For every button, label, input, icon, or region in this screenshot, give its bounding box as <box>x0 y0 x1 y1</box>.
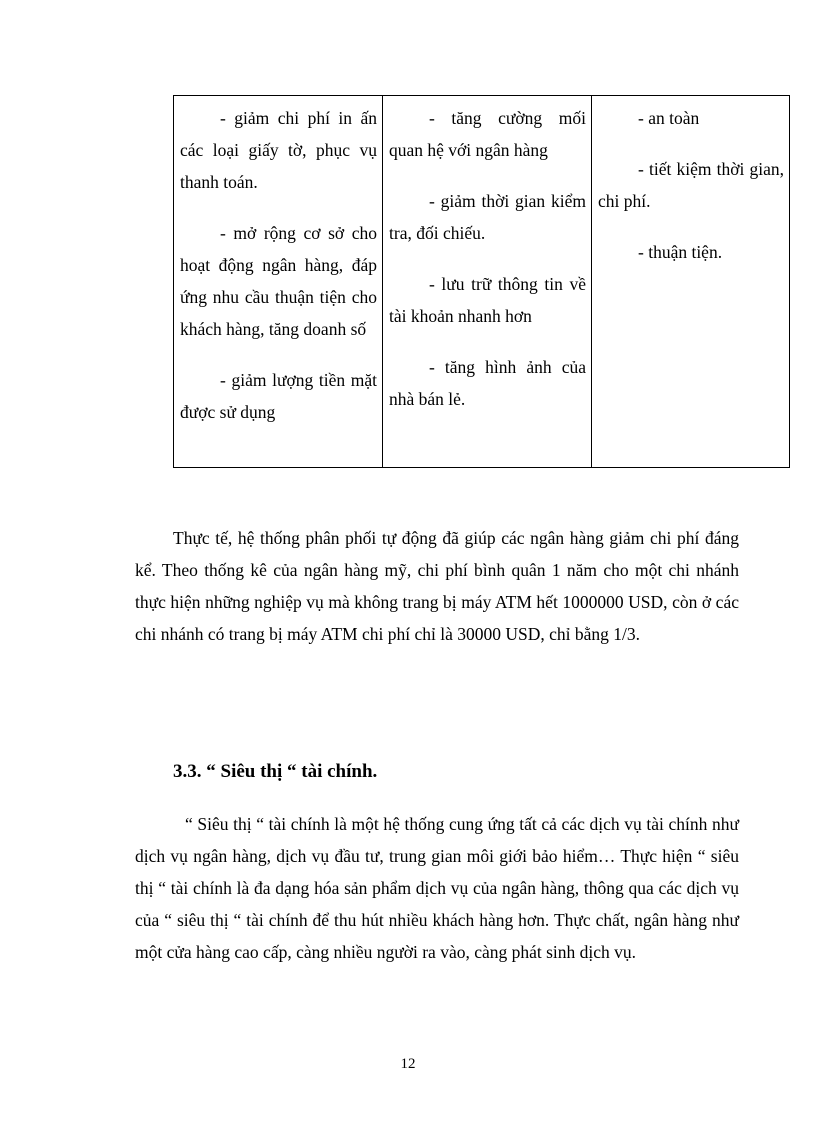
table-row <box>174 96 790 468</box>
section-heading: 3.3. “ Siêu thị “ tài chính. <box>173 761 378 782</box>
table-cell-item: - tăng hình ảnh của nhà bán lẻ. <box>389 357 586 409</box>
table-cell-item: - giảm thời gian kiểm tra, đối chiếu. <box>389 191 586 243</box>
body-paragraph-atm-costs: Thực tế, hệ thống phân phối tự động đã giúp các ngân hàng giảm chi phí đáng kể. Theo thống kê của ngân hàng mỹ, chi phí bình quân 1 năm cho một chi nhánh thực hiện những nghiệp vụ mà không trang bị máy ATM hết 1000000 USD, còn ở các chi nhánh có trang bị máy ATM chi phí chỉ là 30000 USD, chỉ bằng 1/3. <box>135 528 739 644</box>
table-cell-bank-benefits <box>174 96 383 468</box>
table-cell-customer-benefits <box>592 96 790 468</box>
page-number: 12 <box>400 1056 416 1072</box>
benefits-table <box>173 95 790 468</box>
table-cell-item: - tăng cường mối quan hệ với ngân hàng <box>389 108 586 160</box>
table-cell-item: - an toàn <box>638 108 700 128</box>
table-cell-retailer-benefits <box>383 96 592 468</box>
table-cell-item: - thuận tiện. <box>638 242 723 262</box>
table-cell-item: - giảm lượng tiền mặt được sử dụng <box>180 370 377 422</box>
table-cell-item: - tiết kiệm thời gian, chi phí. <box>598 159 784 211</box>
table-cell-item: - mở rộng cơ sở cho hoạt động ngân hàng, đáp ứng nhu cầu thuận tiện cho khách hàng, tăng doanh số <box>180 223 377 339</box>
table-cell-item: - giảm chi phí in ấn các loại giấy tờ, phục vụ thanh toán. <box>180 108 377 192</box>
body-paragraph-financial-supermarket: “ Siêu thị “ tài chính là một hệ thống cung ứng tất cả các dịch vụ tài chính như dịch vụ ngân hàng, dịch vụ đầu tư, trung gian môi giới bảo hiểm… Thực hiện “ siêu thị “ tài chính là đa dạng hóa sản phẩm dịch vụ của ngân hàng, thông qua các dịch vụ của “ siêu thị “ tài chính để thu hút nhiều khách hàng hơn. Thực chất, ngân hàng như một cửa hàng cao cấp, càng nhiều người ra vào, càng phát sinh dịch vụ. <box>135 814 739 962</box>
table-cell-item: - lưu trữ thông tin về tài khoản nhanh hơn <box>389 274 586 326</box>
